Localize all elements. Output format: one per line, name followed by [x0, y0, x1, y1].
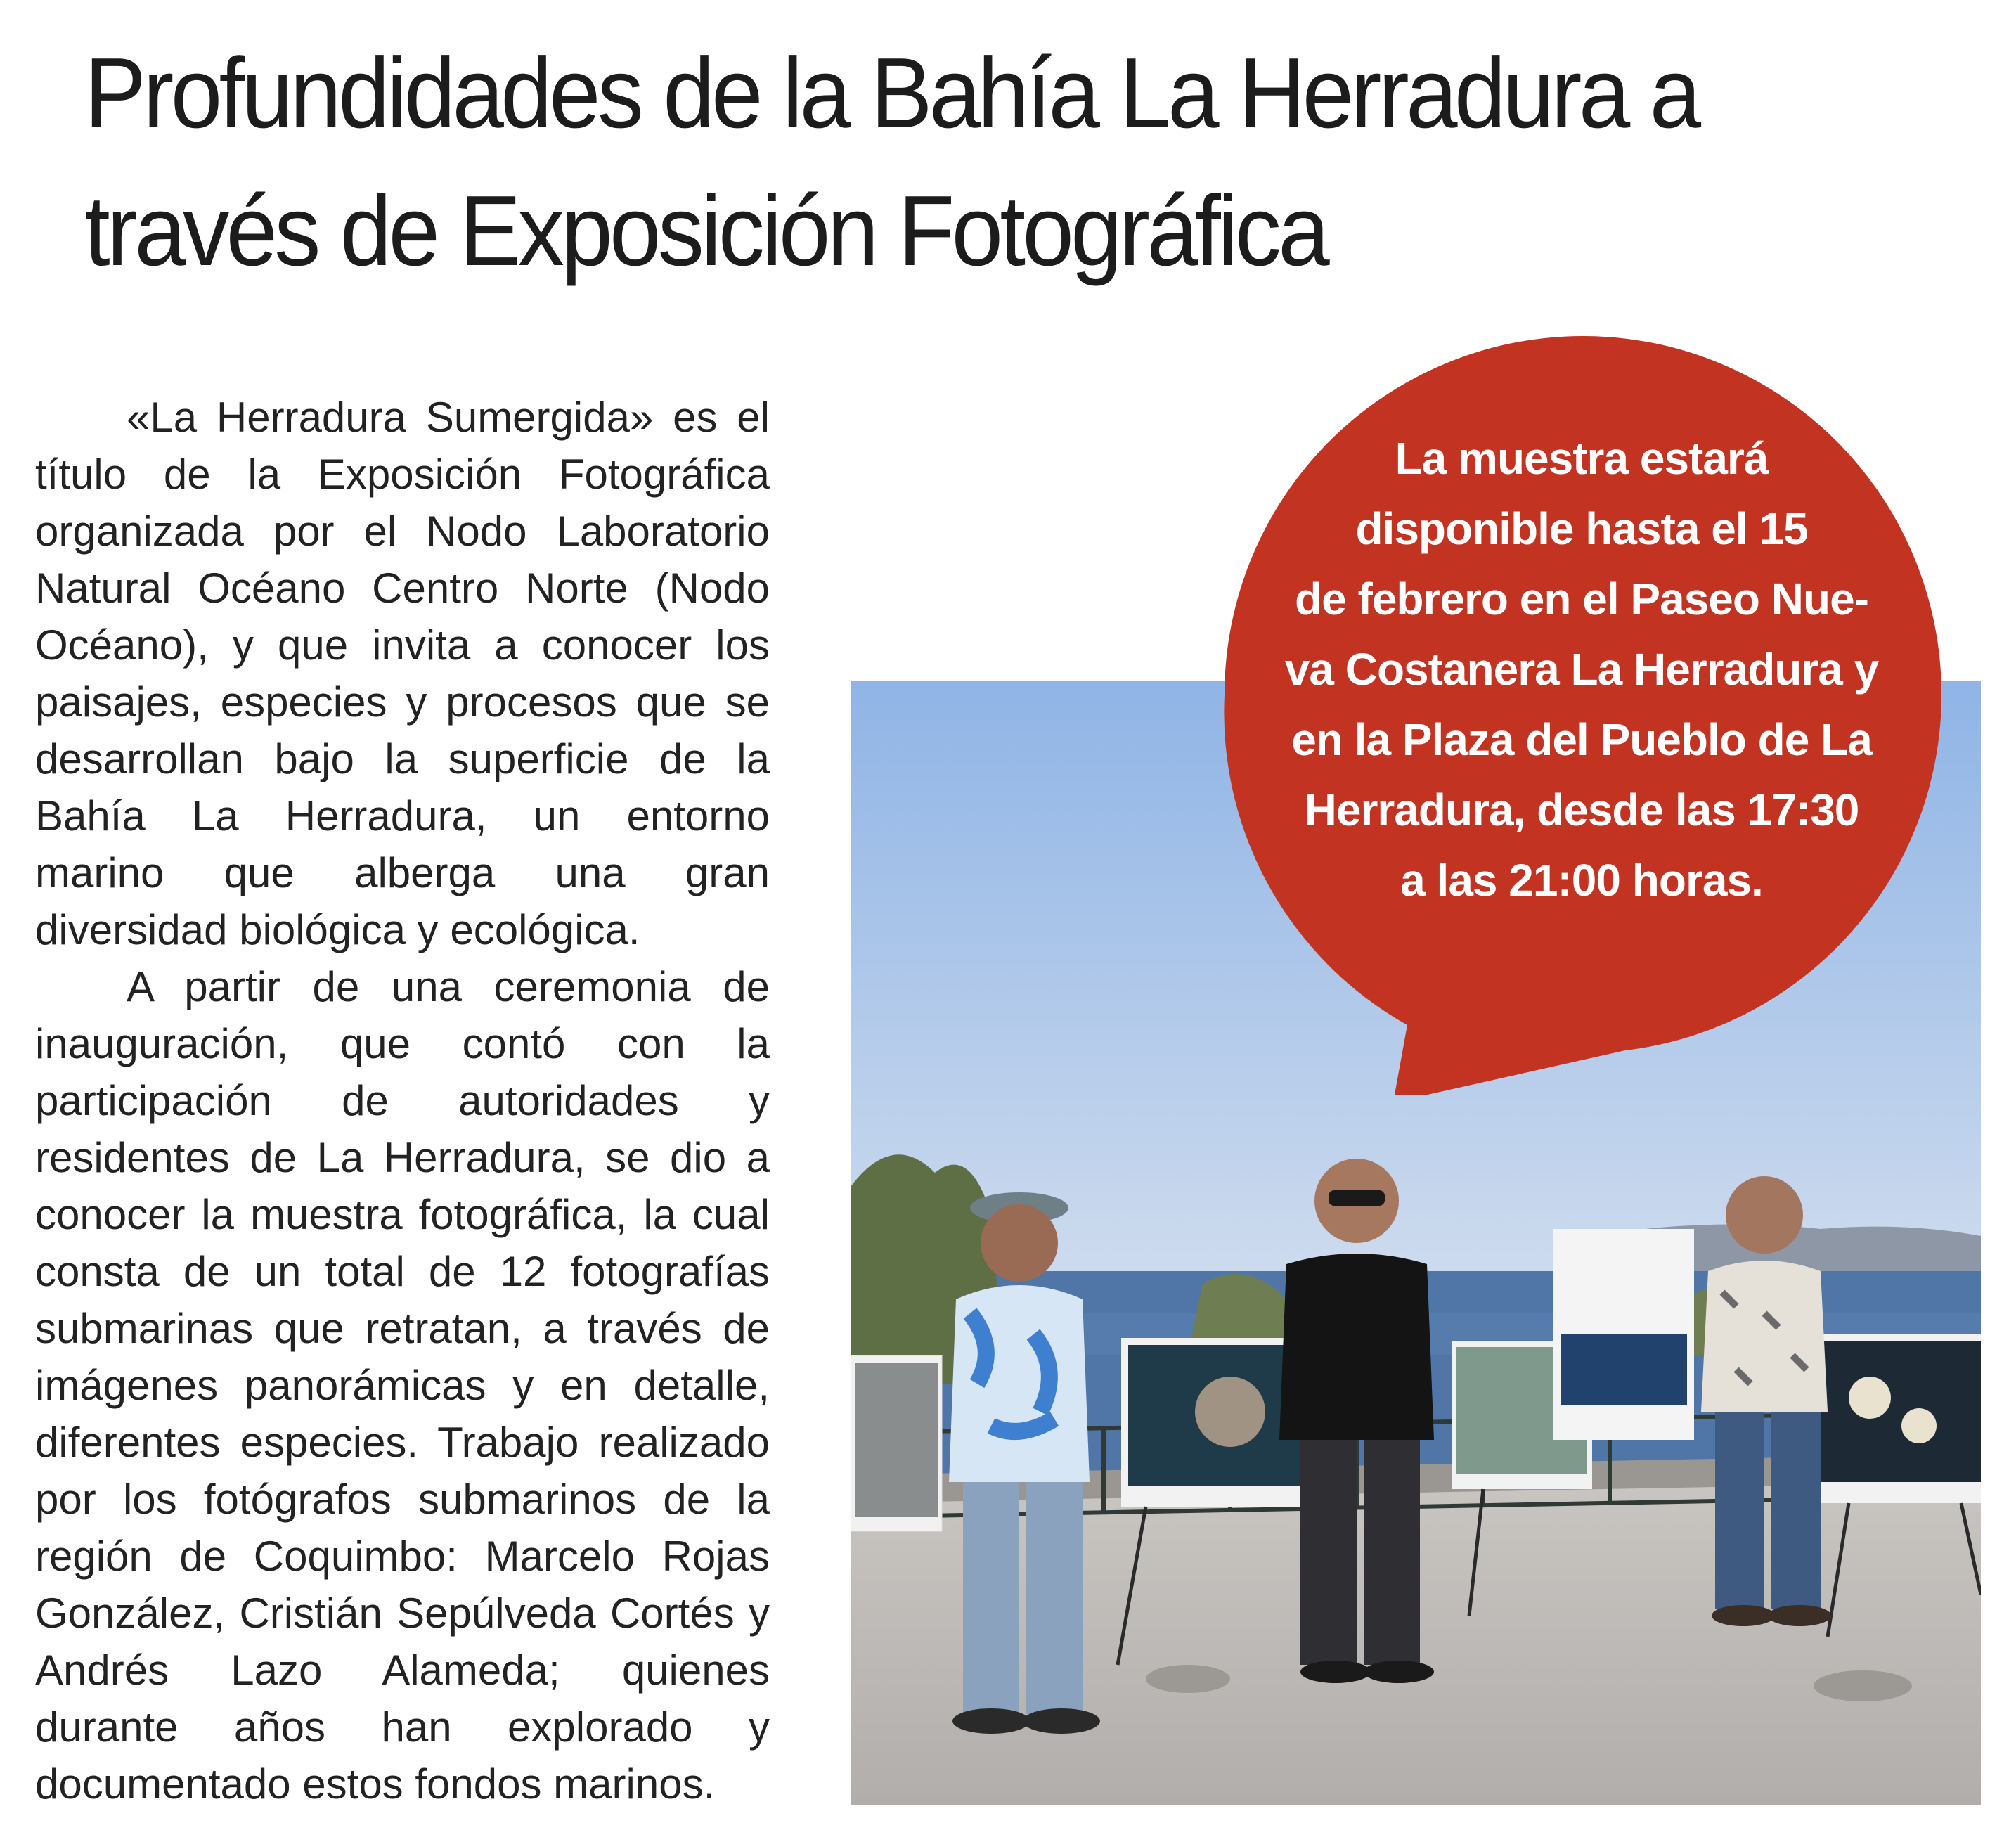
headline-line-1: Profundidades de la Bahía La Herradura a	[84, 37, 1698, 149]
headline-line-2: través de Exposición Fotográfica	[84, 175, 1327, 287]
callout-line-4: va Costanera La Herradura y	[1284, 644, 1879, 695]
article-headline	[84, 25, 1817, 300]
callout-text	[1251, 423, 1912, 915]
article-body	[35, 389, 770, 1812]
body-paragraph-2: A partir de una ceremonia de inauguración, que contó con la participación de autoridades y residentes de La Herradura, se dio a conocer la muestra fotográfica, la cual consta de un total de 12 fotografías submarinas que retratan, a través de imágenes panorámicas y en detalle, diferentes especies. Trabajo realizado por los fotógrafos submarinos de la región de Coquimbo: Marcelo Rojas González, Cristián Sepúlveda Cortés y Andrés Lazo Alameda; quienes durante años han explorado y documentado estos fondos marinos.	[35, 963, 770, 1808]
callout-line-7: a las 21:00 horas.	[1400, 855, 1763, 906]
body-paragraph-1: «La Herradura Sumergida» es el título de la Exposición Fotográfica organizada por el Nodo Laboratorio Natural Océano Centro Norte (Nodo Océano), y que invita a conocer los paisajes, especies y procesos que se desarrollan bajo la superficie de la Bahía La Herradura, un entorno marino que alberga una gran diversidad biológica y ecológica.	[35, 394, 770, 953]
callout-line-5: en la Plaza del Pueblo de La	[1291, 714, 1872, 765]
callout-line-3: de febrero en el Paseo Nue-	[1295, 574, 1868, 624]
callout-line-6: Herradura, desde las 17:30	[1304, 785, 1859, 835]
callout-line-2: disponible hasta el 15	[1355, 503, 1808, 554]
callout-line-1: La muestra estará	[1395, 433, 1769, 484]
